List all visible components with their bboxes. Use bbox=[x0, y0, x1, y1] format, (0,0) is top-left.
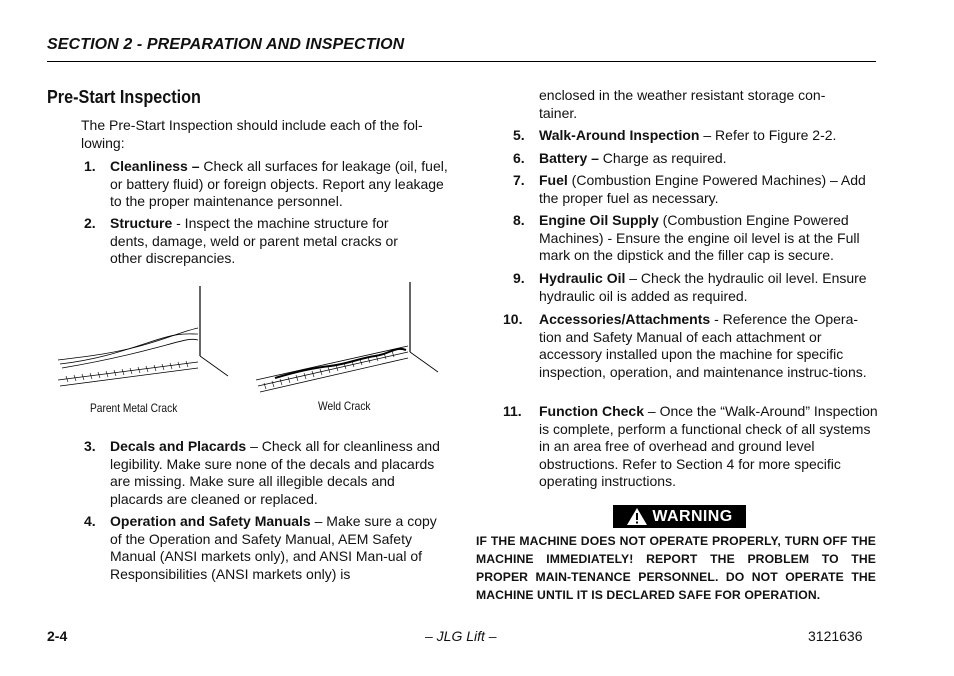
item-body bbox=[539, 212, 881, 265]
figure-caption-weld-crack: Weld Crack bbox=[318, 399, 371, 413]
item-title: Engine Oil Supply bbox=[539, 212, 659, 228]
item-title: Walk-Around Inspection bbox=[539, 127, 700, 143]
item-body bbox=[110, 215, 430, 268]
item-text: (Combustion Engine Powered Machines) - Ensure the engine oil level is at the Full mark on the dipstick and the filler cap is secure. bbox=[539, 212, 860, 264]
crack-figure bbox=[50, 280, 450, 400]
continuation-text: enclosed in the weather resistant storage con-tainer. bbox=[539, 87, 826, 121]
item-text: – Check the hydraulic oil level. Ensure hydraulic oil is added as required. bbox=[539, 270, 867, 304]
item-number: 7. bbox=[513, 172, 525, 188]
item-number: 2. bbox=[84, 215, 96, 231]
item-text: – Once the “Walk-Around” Inspection is complete, perform a functional check of all systems in an area free of overhead and ground level obstructions. Refer to Section 4 for more specific operating instructions. bbox=[539, 403, 878, 490]
item-text: – Refer to Figure 2-2. bbox=[699, 127, 837, 143]
item-title: Structure bbox=[110, 215, 173, 231]
item-text: - Reference the Opera-tion and Safety Manual of each attachment or accessory installed upon the machine for specific inspection, operation, and maintenance instruc-tions. bbox=[539, 311, 867, 380]
item-title: Fuel bbox=[539, 172, 568, 188]
intro-paragraph bbox=[81, 117, 451, 152]
warning-label: WARNING bbox=[652, 507, 733, 525]
item-text: Check all surfaces for leakage (oil, fuel, or battery fluid) or foreign objects. Report any leakage to the proper maintenance personnel. bbox=[110, 158, 448, 210]
section-title: Pre-Start Inspection bbox=[47, 87, 201, 107]
footer-brand: – JLG Lift – bbox=[425, 628, 497, 644]
item-number: 3. bbox=[84, 438, 96, 454]
item-text: - Inspect the machine structure for dents, damage, weld or parent metal cracks or other discrepancies. bbox=[110, 215, 398, 267]
item-number: 6. bbox=[513, 150, 525, 166]
item-title: Hydraulic Oil bbox=[539, 270, 626, 286]
item-body bbox=[110, 158, 450, 211]
item-number: 10. bbox=[503, 311, 523, 327]
item-body bbox=[539, 311, 875, 381]
item-text: (Combustion Engine Powered Machines) – Add the proper fuel as necessary. bbox=[539, 172, 866, 206]
section-header: SECTION 2 - PREPARATION AND INSPECTION bbox=[47, 36, 405, 53]
item-text: – Make sure a copy of the Operation and Safety Manual, AEM Safety Manual (ANSI markets only), and ANSI Man-ual of Responsibilities (ANSI markets only) is bbox=[110, 513, 437, 582]
figure-caption-parent-metal-crack: Parent Metal Crack bbox=[90, 401, 178, 415]
item-number: 1. bbox=[84, 158, 96, 174]
warning-label-box bbox=[613, 505, 746, 528]
item-body bbox=[539, 172, 869, 207]
item-body bbox=[539, 127, 878, 145]
item-body bbox=[110, 438, 448, 508]
header-rule bbox=[47, 61, 876, 62]
item-title: Decals and Placards bbox=[110, 438, 247, 454]
parent-metal-crack-illustration bbox=[58, 286, 228, 386]
warning-triangle-icon bbox=[626, 507, 648, 526]
item-text: – Check all for cleanliness and legibility. Make sure none of the decals and placards are missing. Make sure all illegible decals and placards are cleaned or replaced. bbox=[110, 438, 440, 507]
item-number: 9. bbox=[513, 270, 525, 286]
item-title: Function Check bbox=[539, 403, 645, 419]
item-number: 5. bbox=[513, 127, 525, 143]
document-number: 3121636 bbox=[808, 628, 863, 644]
item-number: 4. bbox=[84, 513, 96, 529]
item-title: Battery – bbox=[539, 150, 599, 166]
item-title: Accessories/Attachments bbox=[539, 311, 711, 327]
item-body bbox=[539, 403, 879, 491]
warning-text: IF THE MACHINE DOES NOT OPERATE PROPERLY, TURN OFF THE MACHINE IMMEDIATELY! REPORT THE PROBLEM TO THE PROPER MAIN-TENANCE PERSONNEL. DO NOT OPERATE THE MACHINE UNTIL IT IS DECLARED SAFE FOR OPERATION. bbox=[476, 534, 876, 602]
item-body bbox=[539, 270, 869, 305]
intro-text: The Pre-Start Inspection should include each of the fol-lowing: bbox=[81, 117, 423, 151]
item-number: 8. bbox=[513, 212, 525, 228]
page-number: 2-4 bbox=[47, 628, 68, 644]
item-number: 11. bbox=[503, 403, 522, 419]
weld-crack-illustration bbox=[256, 282, 438, 392]
item-text: Charge as required. bbox=[598, 150, 727, 166]
item-body bbox=[110, 513, 450, 583]
item-body bbox=[539, 150, 878, 168]
item-title: Cleanliness – bbox=[110, 158, 200, 174]
item-title: Operation and Safety Manuals bbox=[110, 513, 311, 529]
